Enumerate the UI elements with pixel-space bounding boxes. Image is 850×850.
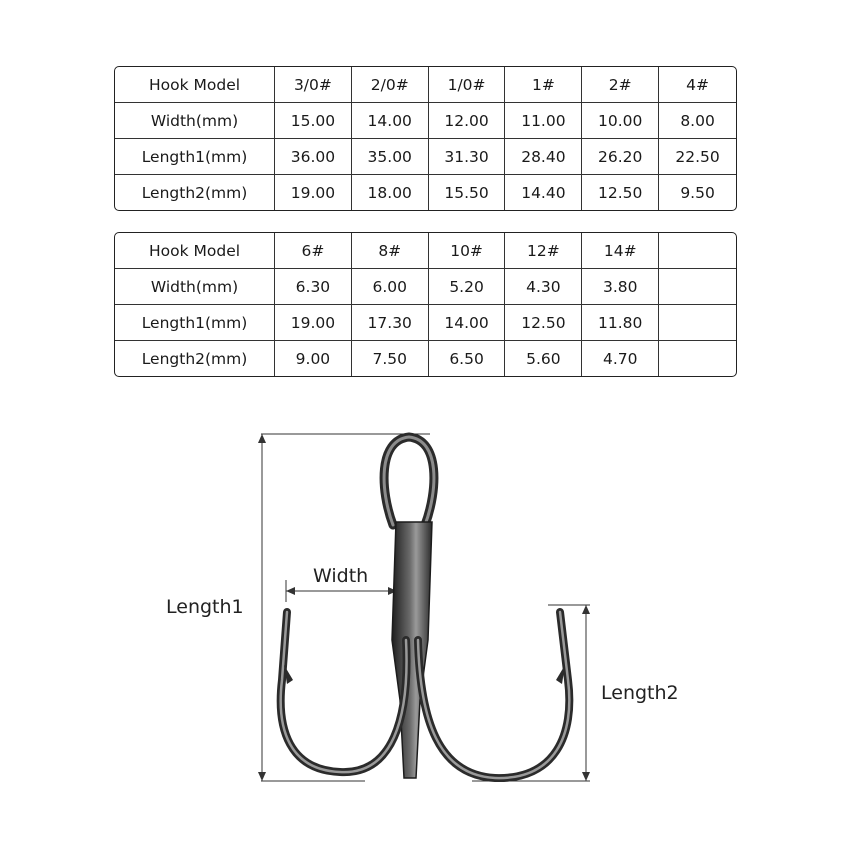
table-cell: 4#: [659, 67, 736, 103]
table-cell: 2/0#: [352, 67, 429, 103]
table-cell: 6.00: [352, 269, 429, 305]
table-cell: 14#: [582, 233, 659, 269]
table-cell: 11.00: [505, 103, 582, 139]
table-cell: 3.80: [582, 269, 659, 305]
table-cell: 4.30: [505, 269, 582, 305]
table-cell: 9.00: [275, 341, 352, 376]
table-cell: 3/0#: [275, 67, 352, 103]
table-cell: 10#: [429, 233, 506, 269]
table-cell: 14.00: [352, 103, 429, 139]
row-header: Length1(mm): [115, 139, 275, 175]
row-header: Width(mm): [115, 103, 275, 139]
table-cell: 31.30: [429, 139, 506, 175]
table-cell: 11.80: [582, 305, 659, 341]
table-cell: 18.00: [352, 175, 429, 210]
width-label: Width: [313, 565, 369, 587]
table-cell: 35.00: [352, 139, 429, 175]
table-cell: 14.40: [505, 175, 582, 210]
table-cell: 12.00: [429, 103, 506, 139]
hook-illustration: [281, 437, 570, 778]
table-cell: 6.50: [429, 341, 506, 376]
table-cell: 1#: [505, 67, 582, 103]
table-cell: 15.00: [275, 103, 352, 139]
table-cell: 19.00: [275, 175, 352, 210]
table-cell: 7.50: [352, 341, 429, 376]
table-cell: 8#: [352, 233, 429, 269]
table-cell: 4.70: [582, 341, 659, 376]
table-cell: 36.00: [275, 139, 352, 175]
table-cell: 12#: [505, 233, 582, 269]
table-cell: 5.60: [505, 341, 582, 376]
table-cell: 2#: [582, 67, 659, 103]
table-cell: 12.50: [582, 175, 659, 210]
table-cell: 15.50: [429, 175, 506, 210]
table-cell: 22.50: [659, 139, 736, 175]
row-header: Hook Model: [115, 233, 275, 269]
table-cell: 17.30: [352, 305, 429, 341]
table-cell: 5.20: [429, 269, 506, 305]
table-cell: 1/0#: [429, 67, 506, 103]
length1-label: Length1: [166, 596, 244, 618]
table-cell: 19.00: [275, 305, 352, 341]
table-cell: 6.30: [275, 269, 352, 305]
table-cell: 12.50: [505, 305, 582, 341]
row-header: Width(mm): [115, 269, 275, 305]
row-header: Length2(mm): [115, 175, 275, 210]
table-cell: 6#: [275, 233, 352, 269]
row-header: Hook Model: [115, 67, 275, 103]
table-cell: 9.50: [680, 183, 715, 202]
table-cell: 10.00: [582, 103, 659, 139]
row-header: Length1(mm): [115, 305, 275, 341]
table-cell: 14.00: [429, 305, 506, 341]
table-cell: 28.40: [505, 139, 582, 175]
table-cell: 26.20: [582, 139, 659, 175]
row-header: Length2(mm): [115, 341, 275, 376]
table-cell: 8.00: [659, 103, 736, 139]
length2-label: Length2: [601, 682, 679, 704]
